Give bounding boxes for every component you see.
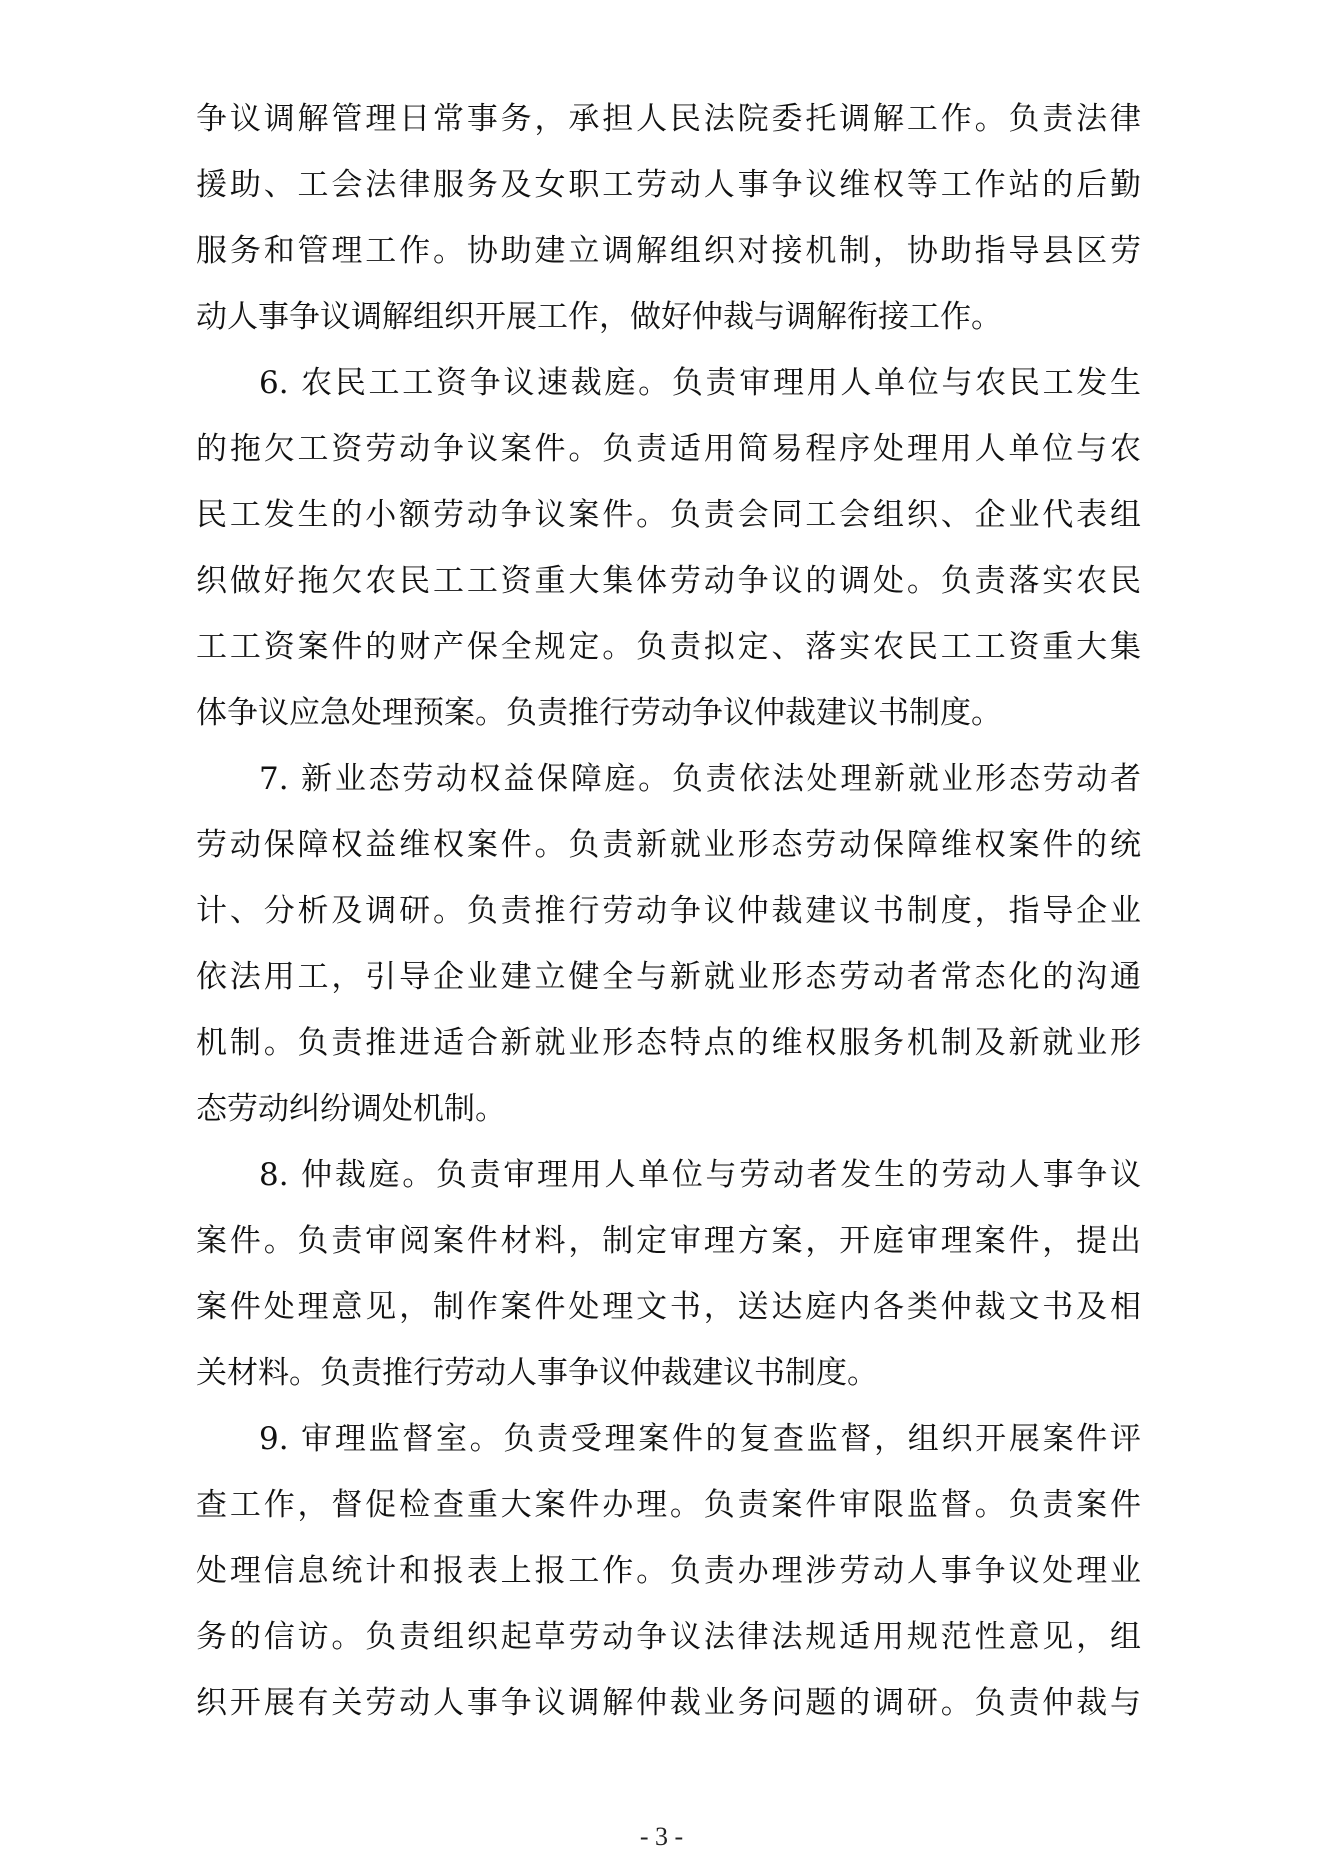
text-line: 案件。负责审阅案件材料，制定审理方案，开庭审理案件，提出 [196, 1223, 1141, 1259]
text-line: 务的信访。负责组织起草劳动争议法律法规适用规范性意见，组 [196, 1619, 1141, 1655]
text-line: 援助、工会法律服务及女职工劳动人事争议维权等工作站的后勤 [196, 167, 1141, 203]
paragraph-item-6 [196, 350, 1141, 746]
text-line: 关材料。负责推行劳动人事争议仲裁建议书制度。 [196, 1355, 878, 1391]
text-line: 态劳动纠纷调处机制。 [196, 1091, 506, 1127]
text-line: 动人事争议调解组织开展工作，做好仲裁与调解衔接工作。 [196, 299, 1002, 335]
paragraph-item-7 [196, 746, 1141, 1142]
text-line: 织做好拖欠农民工工资重大集体劳动争议的调处。负责落实农民 [196, 563, 1141, 599]
paragraph-mediation-continuation [196, 86, 1141, 350]
text-line: 6. 农民工工资争议速裁庭。负责审理用人单位与农民工发生 [259, 365, 1141, 401]
text-line: 机制。负责推进适合新就业形态特点的维权服务机制及新就业形 [196, 1025, 1141, 1061]
document-body [196, 86, 1141, 1736]
text-line: 计、分析及调研。负责推行劳动争议仲裁建议书制度，指导企业 [196, 893, 1141, 929]
text-line: 体争议应急处理预案。负责推行劳动争议仲裁建议书制度。 [196, 695, 1002, 731]
text-line: 服务和管理工作。协助建立调解组织对接机制，协助指导县区劳 [196, 233, 1141, 269]
text-line: 8. 仲裁庭。负责审理用人单位与劳动者发生的劳动人事争议 [259, 1157, 1141, 1193]
text-line: 依法用工，引导企业建立健全与新就业形态劳动者常态化的沟通 [196, 959, 1141, 995]
text-line: 织开展有关劳动人事争议调解仲裁业务问题的调研。负责仲裁与 [196, 1685, 1141, 1721]
text-line: 劳动保障权益维权案件。负责新就业形态劳动保障维权案件的统 [196, 827, 1141, 863]
page-number: - 3 - [639, 1822, 684, 1851]
text-line: 工工资案件的财产保全规定。负责拟定、落实农民工工资重大集 [196, 629, 1141, 665]
text-line: 民工发生的小额劳动争议案件。负责会同工会组织、企业代表组 [196, 497, 1141, 533]
paragraph-item-8 [196, 1142, 1141, 1406]
paragraph-item-9 [196, 1406, 1141, 1736]
text-line: 的拖欠工资劳动争议案件。负责适用简易程序处理用人单位与农 [196, 431, 1141, 467]
text-line: 争议调解管理日常事务，承担人民法院委托调解工作。负责法律 [196, 101, 1141, 137]
text-line: 案件处理意见，制作案件处理文书，送达庭内各类仲裁文书及相 [196, 1289, 1141, 1325]
text-line: 7. 新业态劳动权益保障庭。负责依法处理新就业形态劳动者 [259, 761, 1141, 797]
text-line: 9. 审理监督室。负责受理案件的复查监督，组织开展案件评 [259, 1421, 1141, 1457]
text-line: 查工作，督促检查重大案件办理。负责案件审限监督。负责案件 [196, 1487, 1141, 1523]
text-line: 处理信息统计和报表上报工作。负责办理涉劳动人事争议处理业 [196, 1553, 1141, 1589]
